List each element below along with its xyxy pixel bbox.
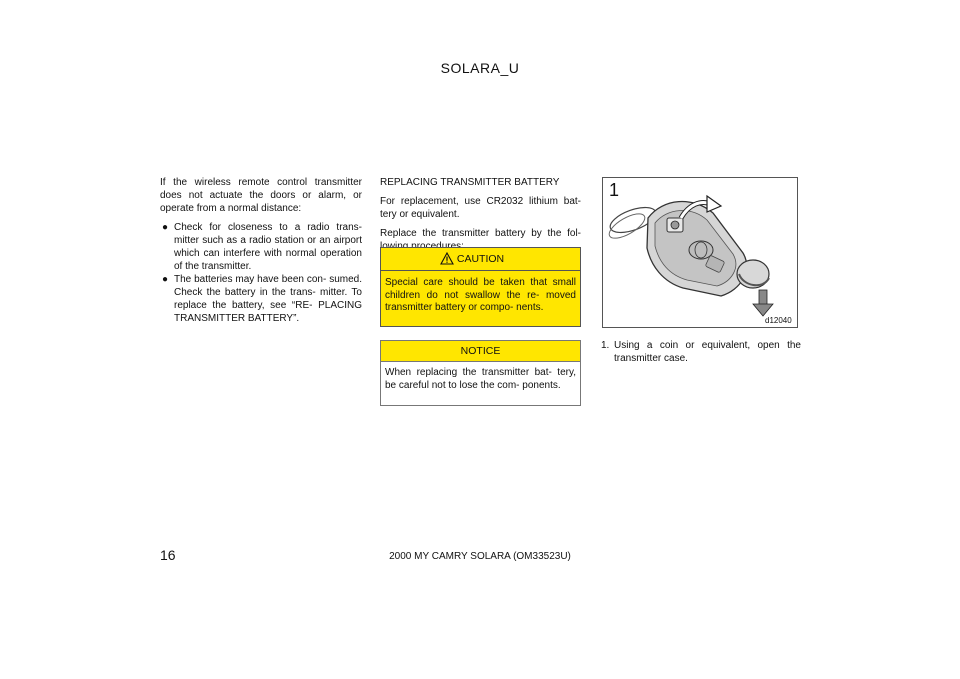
step-text: Using a coin or equivalent, open the transmitter case. [614, 340, 801, 364]
replacement-paragraph: For replacement, use CR2032 lithium bat- tery or equivalent. [380, 196, 581, 220]
procedure-paragraph: Replace the transmitter battery by the fol- [380, 228, 581, 239]
left-column [160, 176, 362, 325]
bullet-item [160, 273, 362, 325]
notice-text: When replacing the transmitter bat- tery, be careful not to lose the com- ponents. [385, 367, 576, 391]
section-heading: REPLACING TRANSMITTER BATTERY [380, 177, 560, 188]
bullet-item [160, 221, 362, 273]
caution-text: Special care should be taken that small children do not swallow the re- moved transmitter battery or compo- nents. [385, 277, 576, 313]
step-number: 1. [601, 340, 610, 351]
page-header-title: SOLARA_U [440, 60, 520, 76]
caution-header [381, 248, 580, 271]
bullet-icon: ● [162, 274, 169, 285]
bullet-text: The batteries may have been con- sumed. Check the battery in the trans- mitter. To replace the battery, see “RE- PLACING TRANSMITTER BATTERY”. [174, 274, 362, 324]
figure-step-number: 1 [609, 180, 620, 200]
page-number: 16 [160, 547, 176, 563]
figure-code: d12040 [765, 316, 792, 325]
manual-title-footer: 2000 MY CAMRY SOLARA (OM33523U) [389, 551, 571, 562]
intro-paragraph: If the wireless remote control transmitter does not actuate the doors or alarm, or operate from a normal distance: [160, 177, 362, 214]
caution-title: CAUTION [456, 253, 505, 265]
warning-triangle-icon [440, 252, 454, 265]
transmitter-figure [602, 177, 798, 328]
notice-box [380, 340, 581, 406]
caution-box [380, 247, 581, 327]
notice-title: NOTICE [381, 341, 580, 362]
bullet-text: Check for closeness to a radio trans- mitter such as a radio station or an airport which can interfere with normal operation of the transmitter. [174, 222, 362, 272]
step-1-instruction [601, 339, 801, 365]
transmitter-illustration [603, 178, 798, 328]
bullet-icon: ● [162, 222, 169, 233]
